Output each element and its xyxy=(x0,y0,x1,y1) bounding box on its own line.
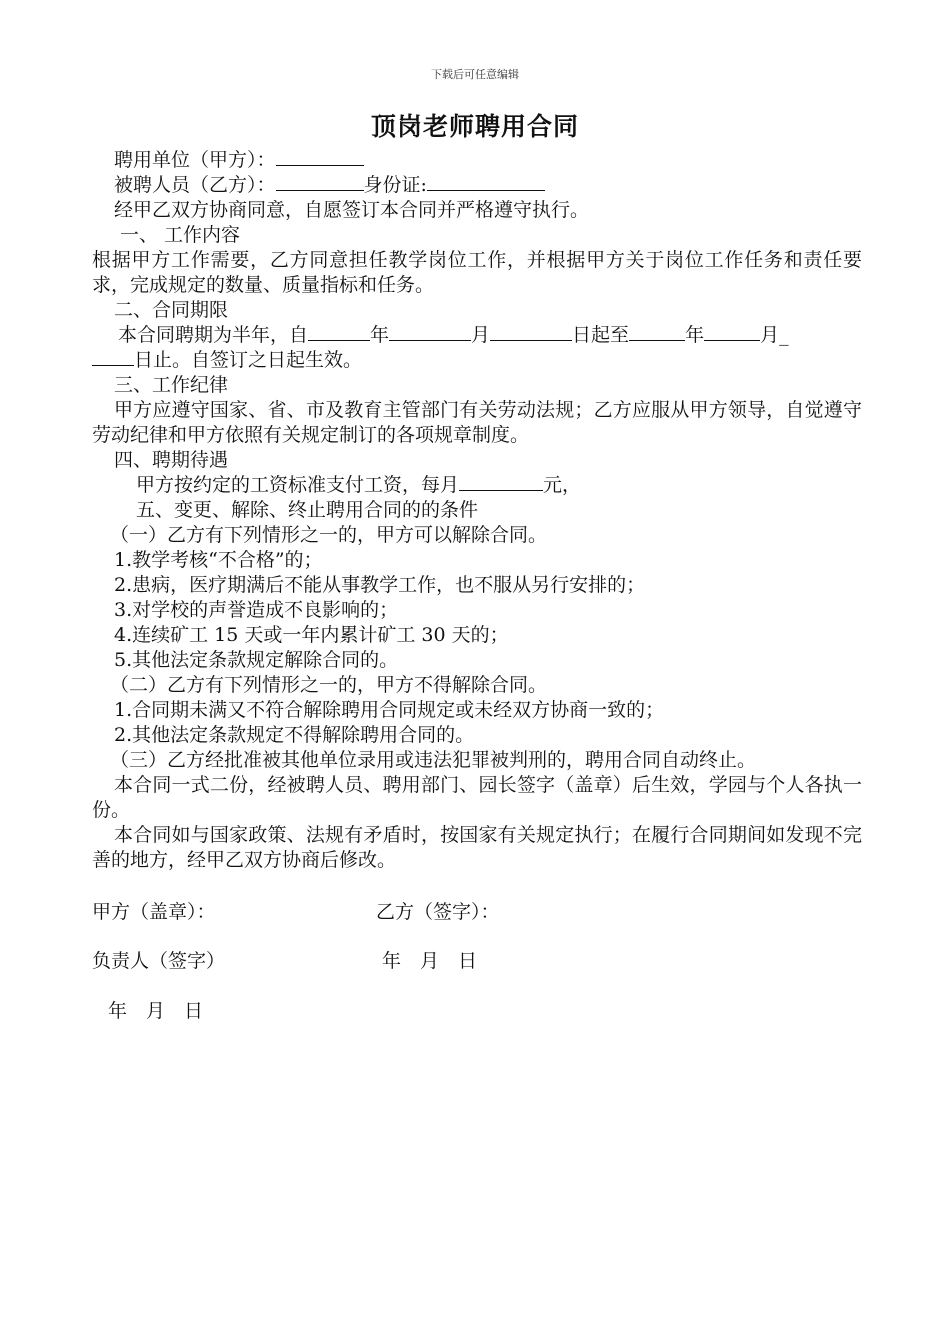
year-label-2: 年 xyxy=(685,324,705,346)
section-1-text: 根据甲方工作需要，乙方同意担任教学岗位工作，并根据甲方关于岗位工作任务和责任要求，完成规定的数量、质量指标和任务。 xyxy=(92,249,862,296)
sign-date-mid: 年 月 日 xyxy=(382,950,478,972)
year-label-1: 年 xyxy=(370,324,390,346)
id-label: 身份证: xyxy=(363,174,427,196)
party-a-label: 聘用单位（甲方）： xyxy=(114,149,276,171)
section-5-heading: 五、变更、解除、终止聘用合同的的条件 xyxy=(136,499,479,521)
conflict-text: 本合同如与国家政策、法规有矛盾时，按国家有关规定执行；在履行合同期间如发现不完善的地方，经甲乙双方协商后修改。 xyxy=(92,824,862,871)
term-line-2 xyxy=(92,348,862,373)
section-3-body: 甲方应遵守国家、省、市及教育主管部门有关劳动法规；乙方应服从甲方领导，自觉遵守劳动纪律和甲方依照有关规定制订的各项规章制度。 xyxy=(92,399,862,446)
party-b-sign-label: 乙方（签字）： xyxy=(376,901,500,923)
clause-3-text: （三）乙方经批准被其他单位录用或违法犯罪被判刑的，聘用合同自动终止。 xyxy=(110,749,757,771)
term-line xyxy=(92,323,862,348)
salary-label: 甲方按约定的工资标准支付工资，每月 xyxy=(136,474,460,496)
intro-text: 经甲乙双方协商同意，自愿签订本合同并严格遵守执行。 xyxy=(114,199,590,221)
month-label-1: 月 xyxy=(471,324,491,346)
salary-line xyxy=(92,473,862,498)
clause-2-item: 1.合同期未满又不符合解除聘用合同规定或未经双方协商一致的； xyxy=(114,699,665,721)
salary-blank[interactable] xyxy=(459,474,543,491)
party-b-blank[interactable] xyxy=(276,174,364,191)
clause-2-heading: （二）乙方有下列情形之一的，甲方不得解除合同。 xyxy=(110,674,548,696)
section-3-heading: 三、工作纪律 xyxy=(114,374,229,396)
section-2-heading: 二、合同期限 xyxy=(114,299,229,321)
clause-1-item: 4.连续矿工 15 天或一年内累计矿工 30 天的； xyxy=(114,624,509,646)
copies-paragraph xyxy=(92,773,862,823)
header-note: 下载后可任意编辑 xyxy=(431,68,519,81)
term-start-label: 本合同聘期为半年，自 xyxy=(118,324,309,346)
copies-text: 本合同一式二份，经被聘人员、聘用部门、园长签字（盖章）后生效，学园与个人各执一份。 xyxy=(92,774,862,821)
day-to-label: 日起至 xyxy=(572,324,630,346)
end-year-blank[interactable] xyxy=(629,324,685,341)
section-1-heading: 一、 工作内容 xyxy=(120,224,241,246)
party-b-line xyxy=(92,173,862,198)
clause-1-heading: （一）乙方有下列情形之一的，甲方可以解除合同。 xyxy=(110,524,548,546)
term-end-text: 日止。自签订之日起生效。 xyxy=(134,349,363,371)
end-month-blank[interactable] xyxy=(704,324,760,341)
start-month-blank[interactable] xyxy=(389,324,471,341)
party-a-seal-label: 甲方（盖章）： xyxy=(92,901,216,923)
clause-1-item: 5.其他法定条款规定解除合同的。 xyxy=(114,649,399,671)
party-a-line xyxy=(92,148,862,173)
clause-1-item: 3.对学校的声誉造成不良影响的； xyxy=(114,599,399,621)
contract-body xyxy=(92,148,862,873)
clause-2-item: 2.其他法定条款规定不得解除聘用合同的。 xyxy=(114,724,475,746)
start-day-blank[interactable] xyxy=(490,324,572,341)
section-3-text xyxy=(92,398,862,448)
party-b-label: 被聘人员（乙方）： xyxy=(114,174,276,196)
sign-date-bottom: 年 月 日 xyxy=(108,1000,204,1022)
start-year-blank[interactable] xyxy=(308,324,370,341)
month-label-2: 月_ xyxy=(760,324,789,346)
end-day-blank[interactable] xyxy=(92,349,134,366)
document-title: 顶岗老师聘用合同 xyxy=(370,112,579,141)
clause-1-item: 1.教学考核“不合格”的； xyxy=(114,549,323,571)
party-a-blank[interactable] xyxy=(276,149,364,166)
id-blank[interactable] xyxy=(427,174,545,191)
responsible-sign-label: 负责人（签字） xyxy=(92,950,226,972)
section-4-heading: 四、聘期待遇 xyxy=(114,449,229,471)
salary-unit: 元， xyxy=(543,474,582,496)
conflict-paragraph xyxy=(92,823,862,873)
clause-1-item: 2.患病，医疗期满后不能从事教学工作，也不服从另行安排的； xyxy=(114,574,646,596)
